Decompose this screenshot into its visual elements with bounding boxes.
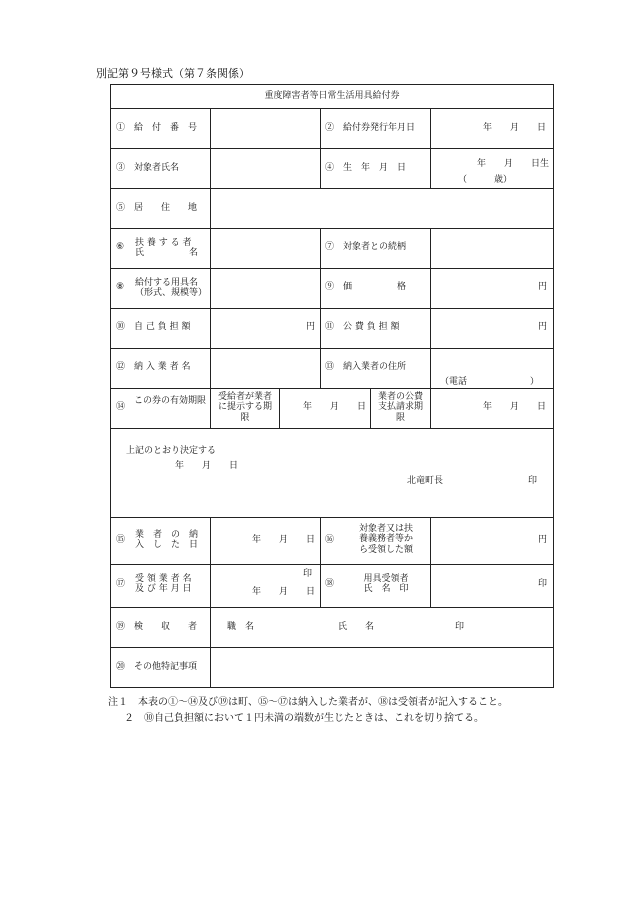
row10-number: ⑰ (116, 579, 126, 589)
present-deadline-label (211, 392, 279, 423)
row8-number: ⑭ (116, 402, 126, 412)
device-name-label (135, 278, 207, 299)
birth-date-value: 年 月 日生 (476, 159, 549, 169)
public-pay-yen: 円 (538, 322, 548, 332)
supporter-name-label (135, 238, 198, 259)
supporter-name-label-line1: 扶 養 す る 者 (135, 238, 192, 248)
received-amount-line1: 対象者又は扶 (358, 524, 413, 534)
device-name-label-line1: 給付する用具名 (135, 278, 199, 288)
device-recipient-line1: 用具受領者 (363, 574, 409, 584)
received-amount-line3: ら受領した額 (358, 544, 413, 555)
price-yen: 円 (538, 282, 548, 292)
received-amount-yen: 円 (538, 535, 548, 545)
price-label: ⑨ 価 格 (325, 282, 407, 292)
present-deadline-line1: 受給者が業者 (217, 392, 272, 402)
row4-number: ⑥ (116, 242, 125, 252)
present-deadline-value: 年 月 日 (302, 402, 366, 412)
receiving-vendor-seal: 印 (303, 569, 313, 579)
subject-name-label: ③ 対象者氏名 (116, 163, 180, 173)
self-pay-label: ⑩ 自 己 負 担 額 (116, 322, 191, 332)
mayor-title: 北竜町長 (407, 476, 444, 486)
device-recipient-seal: 印 (538, 579, 548, 589)
delivery-date-label (135, 530, 198, 551)
inspector-seal: 印 (455, 622, 465, 632)
payment-number-label: ① 給 付 番 号 (116, 123, 198, 133)
row9-number: ⑮ (116, 535, 126, 545)
vendor-phone: （電話 ） (440, 377, 540, 387)
note-2: ２ ⑩自己負担額において１円未満の端数が生じたときは、これを切り捨てる。 (124, 713, 484, 724)
device-recipient-label (343, 574, 429, 595)
received-amount-label (343, 524, 429, 555)
validity-label: この券の有効期限 (134, 396, 207, 406)
claim-deadline-label (371, 392, 430, 423)
birth-date-label: ④ 生 年 月 日 (325, 163, 407, 173)
delivery-date-value: 年 月 日 (251, 535, 315, 545)
receiving-vendor-line1: 受 領 業 者 名 (135, 574, 192, 584)
form-title: 別記第９号様式（第７条関係） (96, 67, 250, 80)
public-pay-label: ⑪ 公 費 負 担 額 (325, 322, 400, 332)
inspector-name-label: 氏 名 (338, 622, 375, 632)
residence-label: ⑤ 居 住 地 (116, 203, 198, 213)
claim-deadline-line2: 支払請求期 (377, 402, 423, 413)
age-value: （ 歳） (457, 175, 512, 185)
delivery-date-line1: 業 者 の 納 (135, 530, 199, 540)
row5-number: ⑧ (116, 282, 125, 292)
vendor-address-label: ⑬ 納入業者の住所 (325, 362, 407, 372)
claim-deadline-line1: 業者の公費 (377, 392, 423, 402)
issue-date-value: 年 月 日 (482, 123, 546, 133)
receiving-vendor-date: 年 月 日 (251, 587, 315, 597)
supporter-name-label-line2: 氏 名 (135, 248, 199, 259)
row10-number-right: ⑱ (325, 579, 335, 589)
other-notes-label: ⑳ その他特記事項 (116, 662, 198, 672)
claim-deadline-value: 年 月 日 (482, 402, 546, 412)
claim-deadline-line3: 限 (395, 412, 405, 423)
mayor-seal: 印 (528, 476, 538, 486)
self-pay-yen: 円 (306, 322, 316, 332)
issue-date-label: ② 給付券発行年月日 (325, 123, 416, 133)
vendor-name-label: ⑫ 納 入 業 者 名 (116, 362, 191, 372)
inspector-label: ⑲ 検 収 者 (116, 622, 198, 632)
row9-number-right: ⑯ (325, 535, 335, 545)
device-name-label-line2: （形式、規模等） (135, 288, 208, 299)
note-1: 注１ 本表の①～⑭及び⑲は町、⑮～⑰は納入した業者が、⑱は受領者が記入すること。 (108, 697, 508, 708)
relationship-label: ⑦ 対象者との続柄 (325, 242, 407, 252)
present-deadline-line2: に提示する期 (217, 402, 272, 413)
device-recipient-line2: 氏 名 印 (363, 584, 409, 595)
decision-text: 上記のとおり決定する (126, 446, 217, 456)
receiving-vendor-line2: 及 び 年 月 日 (135, 584, 192, 595)
receiving-vendor-label (135, 574, 191, 595)
present-deadline-line3: 限 (240, 412, 250, 423)
received-amount-line2: 養義務者等か (358, 534, 413, 545)
delivery-date-line2: 入 し た 日 (135, 540, 199, 551)
table-title: 重度障害者等日常生活用具給付券 (264, 91, 400, 101)
inspector-post-label: 職 名 (227, 622, 255, 632)
decision-date: 年 月 日 (175, 461, 239, 471)
